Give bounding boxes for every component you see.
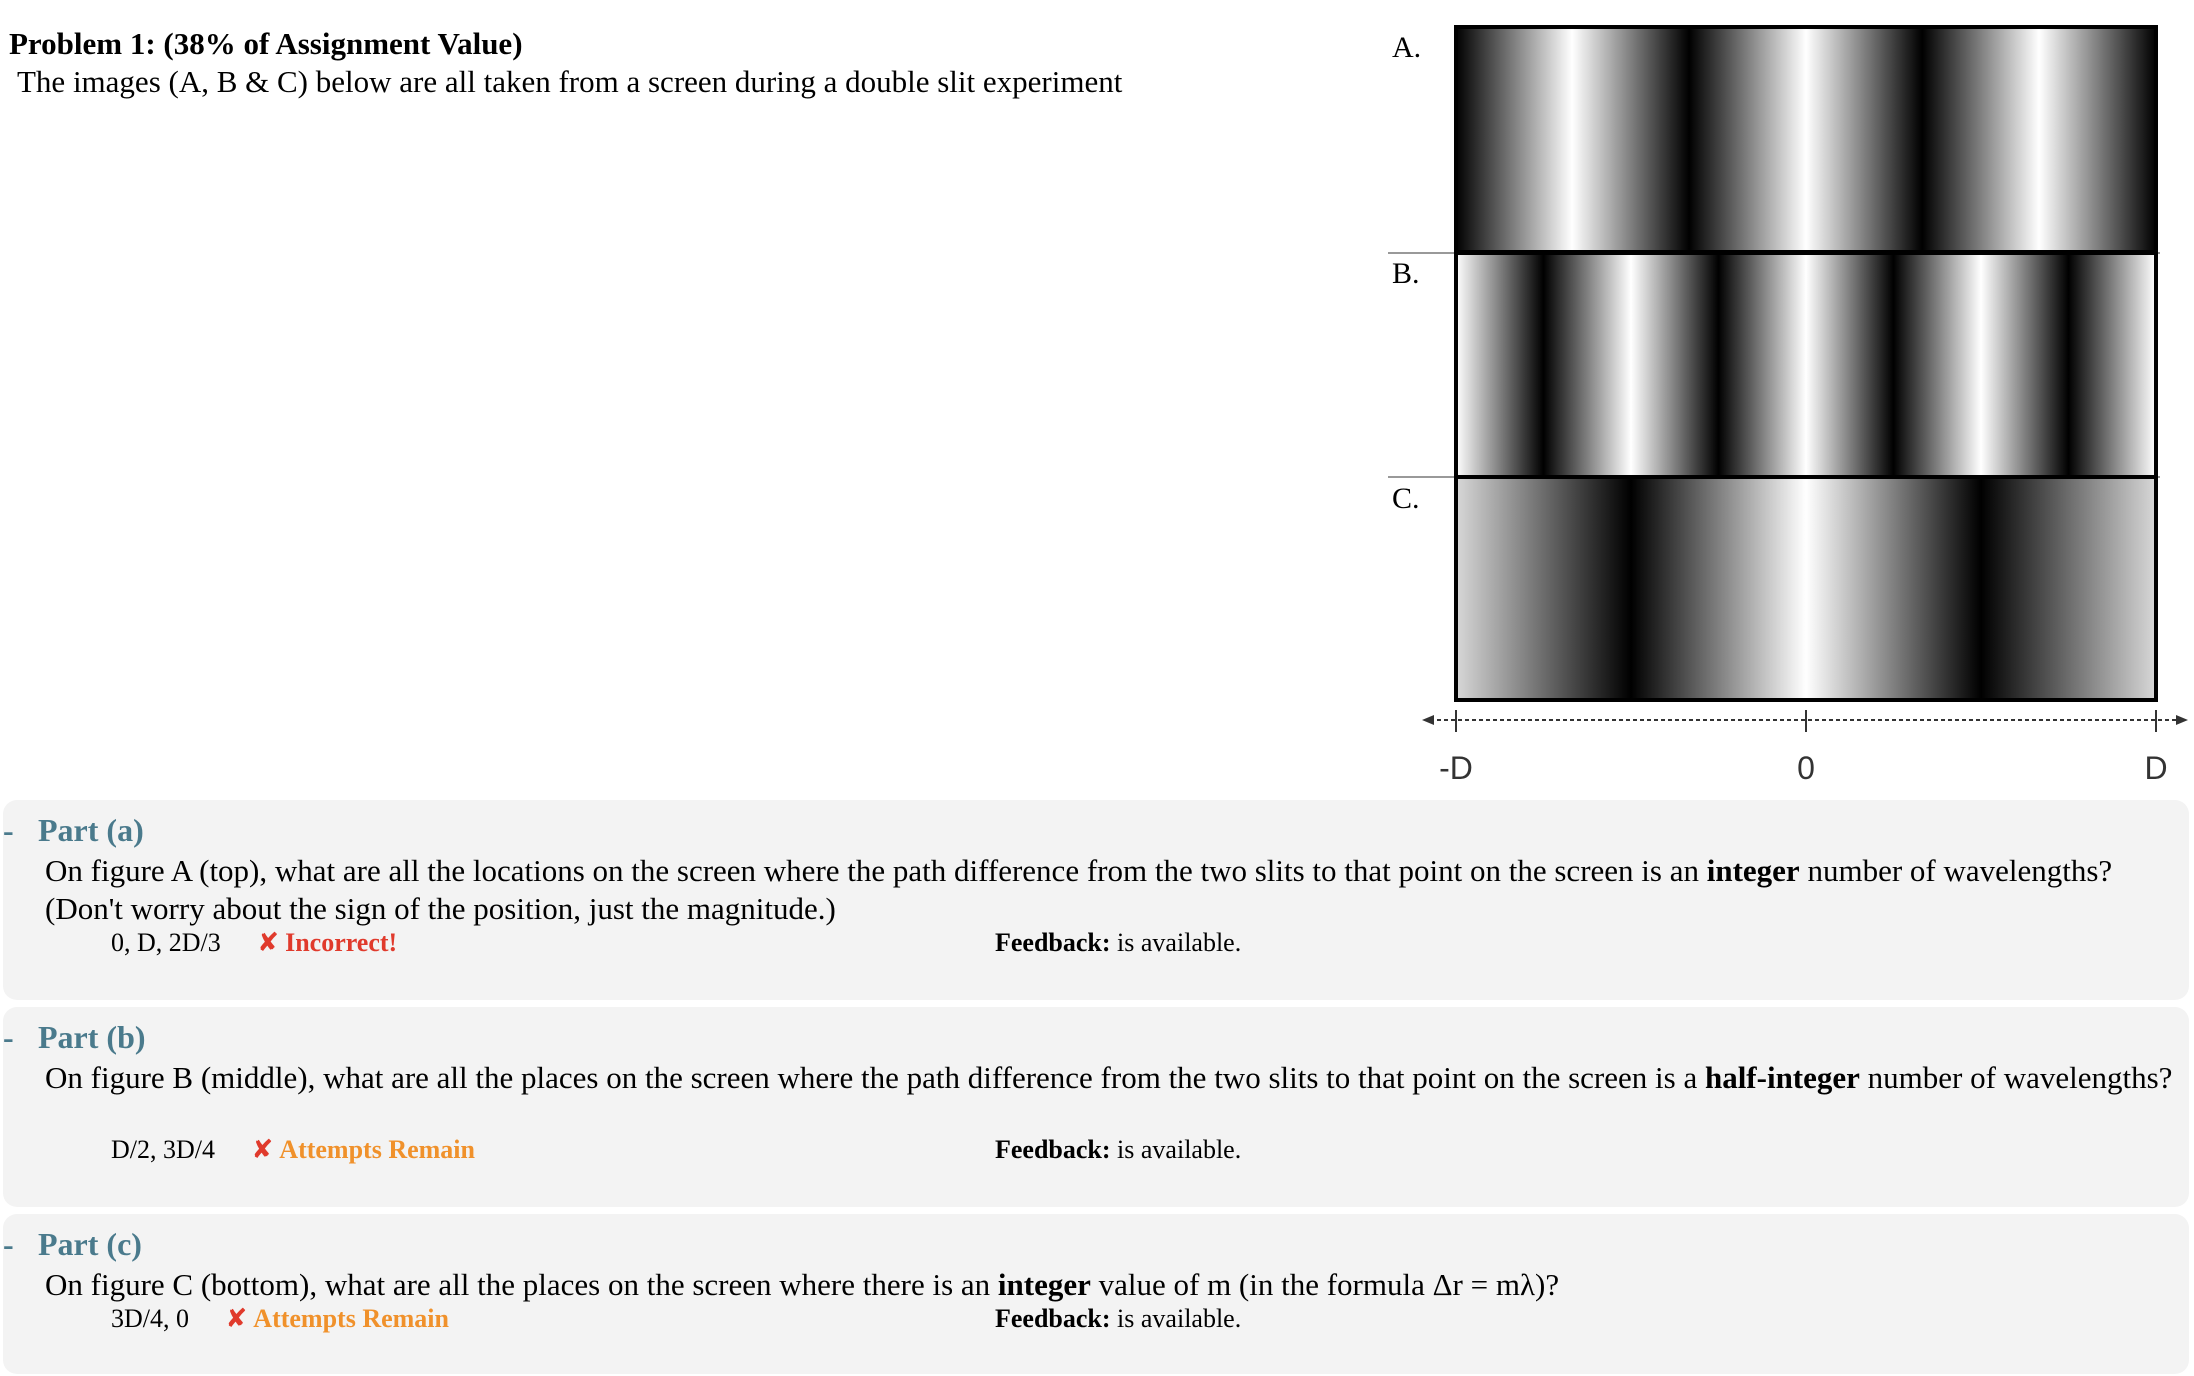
x-mark-icon: ✘ [257, 928, 280, 957]
figure-label-b: B. [1392, 257, 1420, 290]
collapse-icon[interactable]: - [3, 812, 14, 848]
part-a-question: On figure A (top), what are all the locations on the screen where the path difference from the two slits to that point on the screen is an integer number of wavelengths? (Don't worry about the sign of the position, just the magnitude.) [45, 853, 2113, 926]
x-mark-icon: ✘ [225, 1304, 248, 1333]
axis-label-d: D [2144, 750, 2168, 786]
part-c-panel [3, 1214, 2189, 1374]
collapse-icon[interactable]: - [3, 1226, 14, 1262]
part-b-title[interactable]: Part (b) [38, 1019, 146, 1055]
axis-label-zero: 0 [1797, 750, 1815, 786]
part-a-panel [3, 800, 2189, 1000]
status-attempts-remain: Attempts Remain [279, 1135, 475, 1164]
pattern-b [1456, 253, 2156, 477]
part-b-question: On figure B (middle), what are all the places on the screen where the path difference from the two slits to that point on the screen is a half-integer number of wavelengths? [45, 1060, 2173, 1095]
pattern-a [1456, 27, 2156, 252]
part-b-answer-row [111, 1135, 475, 1165]
part-b-answer[interactable]: D/2, 3D/4 [111, 1135, 215, 1164]
figure-label-a: A. [1392, 31, 1422, 64]
status-incorrect: Incorrect! [285, 928, 398, 957]
problem-description: The images (A, B & C) below are all taken from a screen during a double slit experiment [17, 64, 1123, 99]
figure-label-c: C. [1392, 482, 1420, 515]
part-a-title[interactable]: Part (a) [38, 812, 144, 848]
x-mark-icon: ✘ [251, 1135, 274, 1164]
part-c-answer[interactable]: 3D/4, 0 [111, 1304, 189, 1333]
collapse-icon[interactable]: - [3, 1019, 14, 1055]
part-c-answer-row [111, 1304, 449, 1334]
part-c-title[interactable]: Part (c) [38, 1226, 142, 1262]
axis-label-neg-d: -D [1439, 750, 1473, 786]
interference-figure [1370, 0, 2194, 800]
part-c-question: On figure C (bottom), what are all the places on the screen where there is an integer value of m (in the formula Δr = mλ)? [45, 1267, 1560, 1302]
problem-title: Problem 1: (38% of Assignment Value) [9, 26, 523, 61]
part-a-answer-row [111, 928, 397, 958]
part-b-panel [3, 1007, 2189, 1207]
part-a-feedback[interactable]: Feedback: is available. [995, 928, 1242, 957]
part-a-answer[interactable]: 0, D, 2D/3 [111, 928, 221, 957]
pattern-c [1456, 477, 2156, 700]
part-b-feedback[interactable]: Feedback: is available. [995, 1135, 1242, 1164]
part-c-feedback[interactable]: Feedback: is available. [995, 1304, 1242, 1333]
status-attempts-remain: Attempts Remain [253, 1304, 449, 1333]
